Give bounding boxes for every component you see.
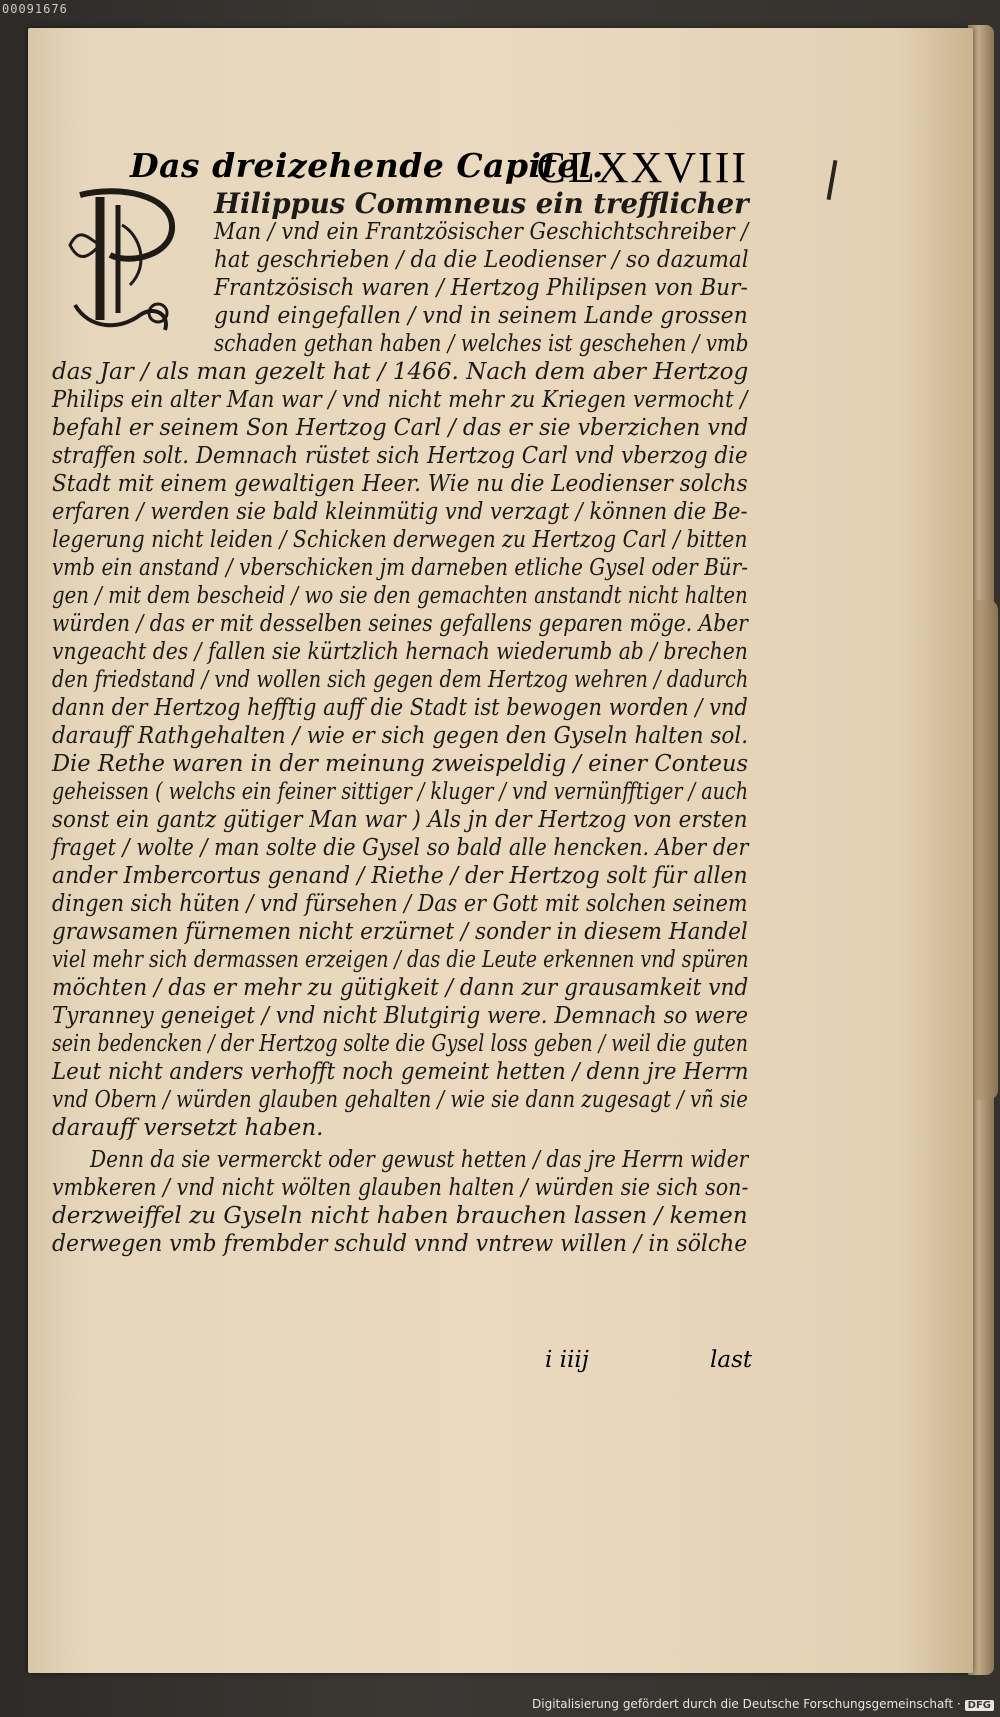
text-line: vmbkeren / vnd nicht wölten glauben halten / würden sie sich son- bbox=[52, 1175, 749, 1201]
text-line: vnd Obern / würden glauben gehalten / wie sie dann zugesagt / vñ sie bbox=[52, 1087, 748, 1113]
text-line: möchten / das er mehr zu gütigkeit / dann zur grausamkeit vnd bbox=[52, 975, 749, 1001]
dfg-badge: DFG bbox=[965, 1700, 994, 1711]
folio-number: CLXXVIII bbox=[536, 143, 748, 192]
text-line: Tyranney geneiget / vnd nicht Blutgirig were. Demnach so were bbox=[52, 1003, 749, 1029]
text-line: vngeacht des / fallen sie kürtzlich hernach wiederumb ab / brechen bbox=[52, 639, 748, 665]
text-line: derzweiffel zu Gyseln nicht haben brauchen lassen / kemen bbox=[52, 1203, 748, 1229]
text-line: straffen solt. Demnach rüstet sich Hertzog Carl vnd vberzog die bbox=[52, 443, 748, 469]
digitization-credit bbox=[532, 1697, 994, 1711]
signature-mark: i iiij bbox=[545, 1347, 589, 1373]
text-line: legerung nicht leiden / Schicken derwegen zu Hertzog Carl / bitten bbox=[52, 527, 748, 553]
text-line: den friedstand / vnd wollen sich gegen dem Hertzog wehren / dadurch bbox=[52, 667, 749, 693]
text-line: hat geschrieben / da die Leodienser / so dazumal bbox=[214, 247, 749, 273]
text-line: Hilippus Commneus ein trefflicher bbox=[214, 187, 749, 220]
text-line: Frantzösisch waren / Hertzog Philipsen von Bur- bbox=[214, 275, 748, 301]
text-line: Denn da sie vermerckt oder gewust hetten / das jre Herrn wider bbox=[90, 1147, 749, 1173]
initial-ornament-icon bbox=[60, 185, 188, 335]
text-line: schaden gethan haben / welches ist geschehen / vmb bbox=[214, 331, 749, 357]
scan-id-label: 00091676 bbox=[2, 2, 68, 16]
page-header bbox=[130, 142, 748, 192]
text-line: sein bedencken / der Hertzog solte die Gysel loss geben / weil die guten bbox=[52, 1031, 749, 1057]
text-line: vmb ein anstand / vberschicken jm darneben etliche Gysel oder Bür- bbox=[52, 555, 749, 581]
text-line: grawsamen fürnemen nicht erzürnet / sonder in diesem Handel bbox=[52, 919, 748, 945]
text-line: gen / mit dem bescheid / wo sie den gemachten anstandt nicht halten bbox=[52, 583, 748, 609]
text-line: geheissen ( welchs ein feiner sittiger / kluger / vnd vernünfftiger / auch bbox=[52, 779, 749, 805]
text-line: gund eingefallen / vnd in seinem Lande grossen bbox=[214, 303, 748, 329]
text-line: das Jar / als man gezelt hat / 1466. Nach dem aber Hertzog bbox=[52, 359, 749, 385]
text-line: Man / vnd ein Frantzösischer Geschichtschreiber / bbox=[214, 219, 749, 245]
text-line: derwegen vmb frembder schuld vnnd vntrew willen / in sölche bbox=[52, 1231, 748, 1257]
text-line: Philips ein alter Man war / vnd nicht mehr zu Kriegen vermocht / bbox=[52, 387, 748, 413]
chapter-title: Das dreizehende Capitel. bbox=[130, 146, 604, 185]
decorated-initial bbox=[60, 185, 188, 335]
text-line: dann der Hertzog hefftig auff die Stadt ist bewogen worden / vnd bbox=[52, 695, 748, 721]
text-line: ander Imbercortus genand / Riethe / der Hertzog solt für allen bbox=[52, 863, 748, 889]
text-line: dingen sich hüten / vnd fürsehen / Das er Gott mit solchen seinem bbox=[52, 891, 748, 917]
text-line: erfaren / werden sie bald kleinmütig vnd verzagt / können die Be- bbox=[52, 499, 748, 525]
text-line: Stadt mit einem gewaltigen Heer. Wie nu die Leodienser solchs bbox=[52, 471, 748, 497]
text-line: fraget / wolte / man solte die Gysel so bald alle hencken. Aber der bbox=[52, 835, 749, 861]
text-line: Die Rethe waren in der meinung zweispeldig / einer Conteus bbox=[52, 751, 749, 777]
text-line: darauff Rathgehalten / wie er sich gegen den Gyseln halten sol. bbox=[52, 723, 749, 749]
text-line: sonst ein gantz gütiger Man war ) Als jn der Hertzog von ersten bbox=[52, 807, 748, 833]
text-line: würden / das er mit desselben seines gefallens geparen möge. Aber bbox=[52, 611, 748, 637]
text-line: viel mehr sich dermassen erzeigen / das die Leute erkennen vnd spüren bbox=[52, 947, 749, 973]
text-line: Leut nicht anders verhofft noch gemeint hetten / denn jre Herrn bbox=[52, 1059, 749, 1085]
catchword: last bbox=[710, 1347, 753, 1373]
text-line: darauff versetzt haben. bbox=[52, 1115, 324, 1141]
credit-text: Digitalisierung gefördert durch die Deutsche Forschungsgemeinschaft · bbox=[532, 1697, 961, 1711]
text-line: befahl er seinem Son Hertzog Carl / das er sie vberzichen vnd bbox=[52, 415, 749, 441]
